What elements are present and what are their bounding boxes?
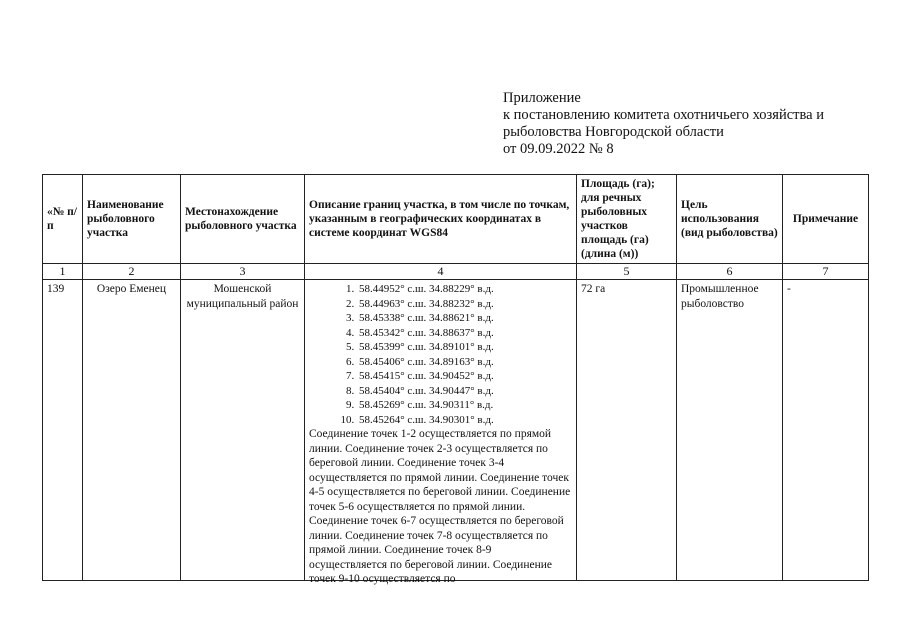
- appendix-header: [503, 90, 824, 158]
- appendix-line-1: к постановлению комитета охотничьего хозяйства и: [503, 107, 824, 123]
- table-row: [43, 280, 869, 581]
- boundary-points-list: [309, 282, 572, 427]
- row-location: Мошенской муниципальный район: [181, 280, 305, 581]
- row-purpose: Промышленное рыболовство: [677, 280, 783, 581]
- boundary-point: 9. 58.45269° с.ш. 34.90311° в.д.: [357, 398, 572, 413]
- row-description-cell: [305, 280, 577, 585]
- column-header-number: «№ п/п: [43, 175, 83, 264]
- column-header-description: Описание границ участка, в том числе по точкам, указанным в географических координатах в системе координат WGS84: [305, 175, 577, 264]
- row-area: 72 га: [577, 280, 677, 581]
- boundary-point: 2. 58.44963° с.ш. 34.88232° в.д.: [357, 297, 572, 312]
- boundary-point: 3. 58.45338° с.ш. 34.88621° в.д.: [357, 311, 572, 326]
- boundary-point: 8. 58.45404° с.ш. 34.90447° в.д.: [357, 384, 572, 399]
- column-number: 7: [783, 264, 869, 280]
- column-number: 3: [181, 264, 305, 280]
- boundary-point: 1. 58.44952° с.ш. 34.88229° в.д.: [357, 282, 572, 297]
- column-number: 4: [305, 264, 577, 280]
- column-number: 6: [677, 264, 783, 280]
- boundary-point: 5. 58.45399° с.ш. 34.89101° в.д.: [357, 340, 572, 355]
- row-name: Озеро Еменец: [83, 280, 181, 581]
- fishing-areas-table: [42, 174, 869, 585]
- appendix-title: Приложение: [503, 90, 581, 106]
- appendix-line-3: от 09.09.2022 № 8: [503, 141, 614, 157]
- boundary-point: 4. 58.45342° с.ш. 34.88637° в.д.: [357, 326, 572, 341]
- column-header-location: Местонахождение рыболовного участка: [181, 175, 305, 264]
- column-header-area: Площадь (га); для речных рыболовных участков площадь (га) (длина (м)): [577, 175, 677, 264]
- row-number: 139: [43, 280, 83, 581]
- boundary-point: 6. 58.45406° с.ш. 34.89163° в.д.: [357, 355, 572, 370]
- table-header-row: [43, 175, 869, 264]
- row-note: -: [783, 280, 869, 581]
- appendix-line-2: рыболовства Новгородской области: [503, 124, 724, 140]
- column-header-name: Наименование рыболовного участка: [83, 175, 181, 264]
- column-number: 1: [43, 264, 83, 280]
- column-number: 5: [577, 264, 677, 280]
- boundary-point: 10. 58.45264° с.ш. 34.90301° в.д.: [357, 413, 572, 428]
- boundary-description: Соединение точек 1-2 осуществляется по прямой линии. Соединение точек 2-3 осуществляется по береговой линии. Соединение точек 3-4 осуществляется по прямой линии. Соединение точек 4-5 осуществляется по береговой линии. Соединение точек 5-6 осуществляется по прямой линии. Соединение точек 6-7 осуществляется по береговой линии. Соединение точек 7-8 осуществляется по прямой линии. Соединение точек 8-9 осуществляется по береговой линии. Соединение точек 9-10 осуществляется по: [309, 428, 571, 585]
- column-header-purpose: Цель использования (вид рыболовства): [677, 175, 783, 264]
- column-header-note: Примечание: [783, 175, 869, 264]
- column-number: 2: [83, 264, 181, 280]
- column-number-row: [43, 264, 869, 280]
- boundary-point: 7. 58.45415° с.ш. 34.90452° в.д.: [357, 369, 572, 384]
